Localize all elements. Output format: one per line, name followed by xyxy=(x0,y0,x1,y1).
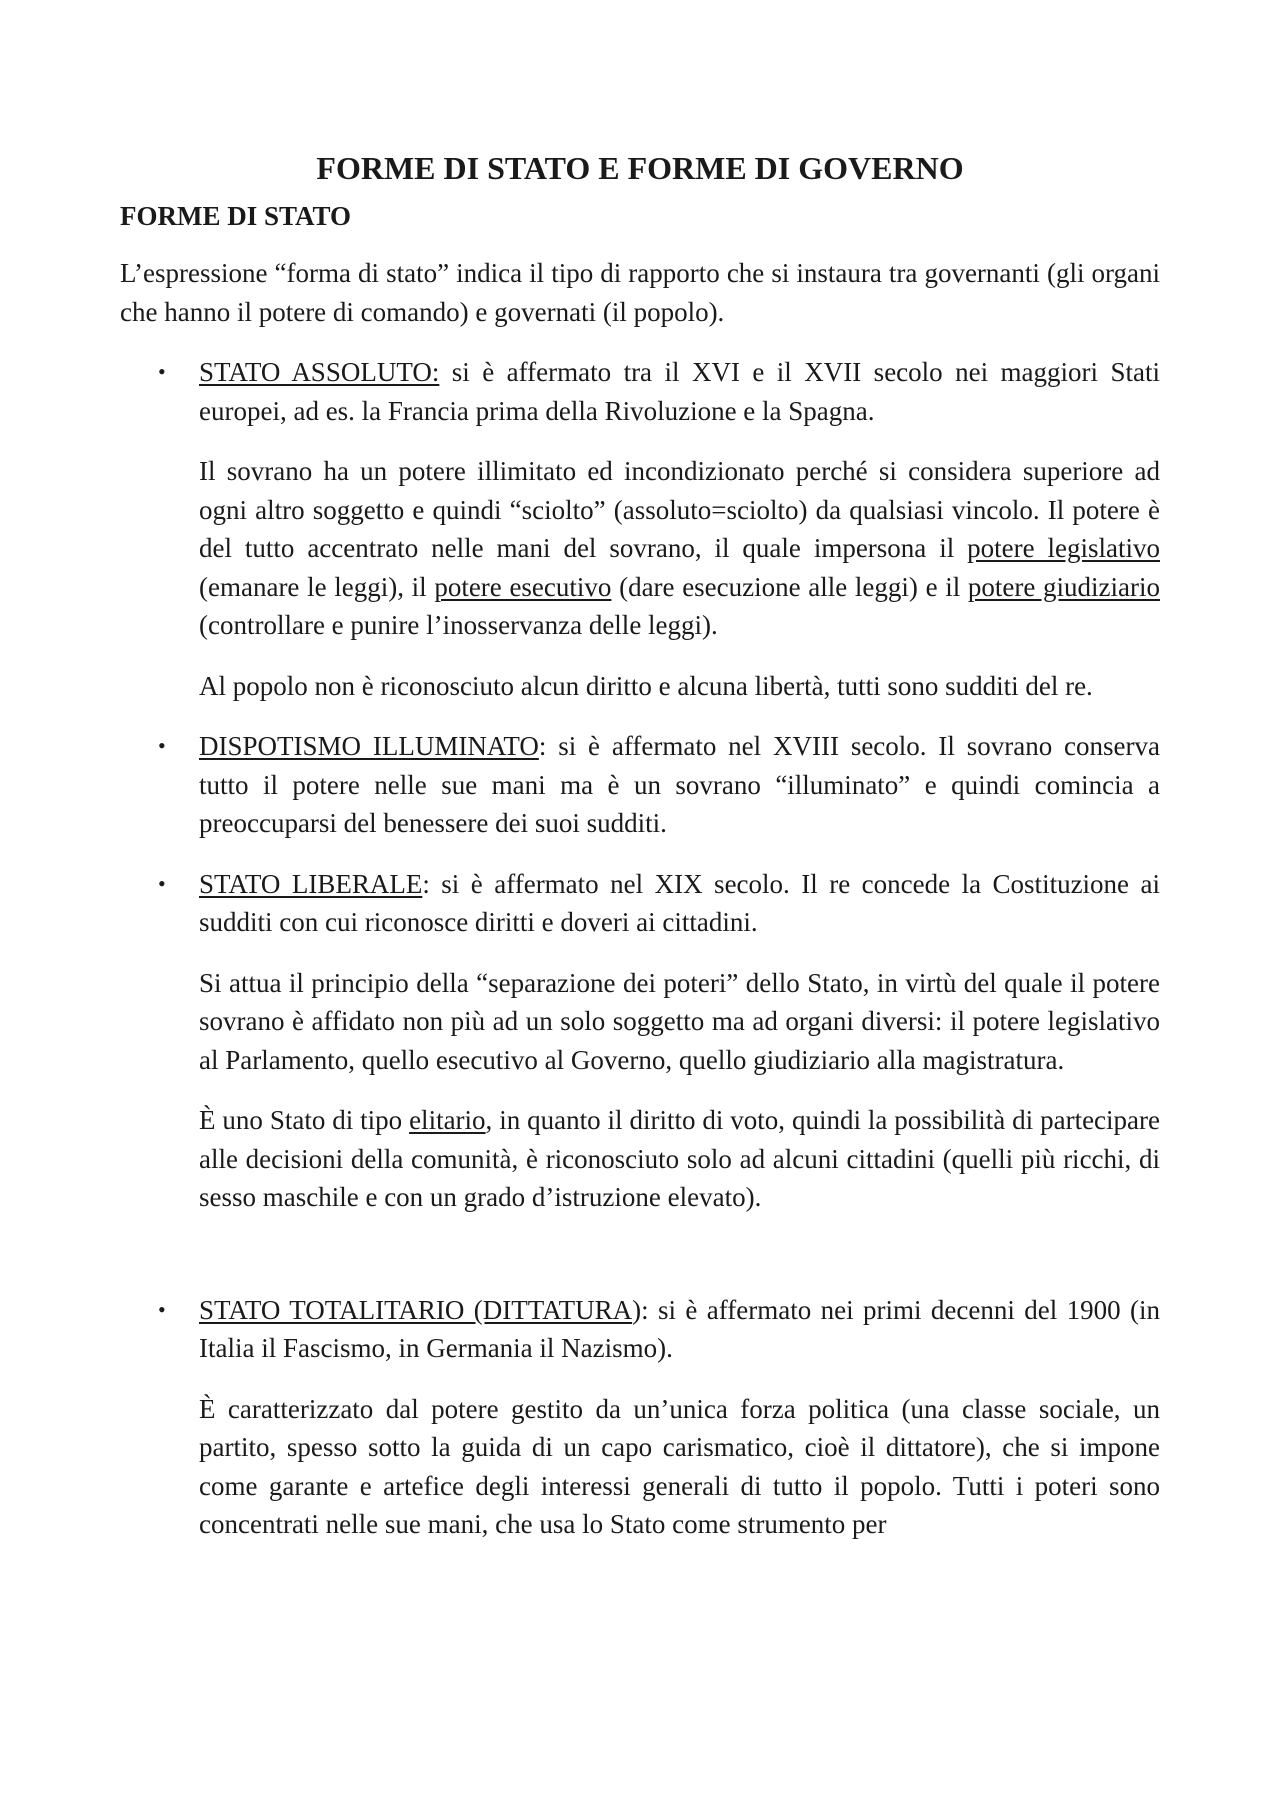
list-item-stato-liberale xyxy=(120,865,1160,1217)
list-item-stato-totalitario xyxy=(120,1291,1160,1544)
list-item-stato-assoluto xyxy=(120,353,1160,705)
item-body-paragraph: Si attua il principio della “separazione dei poteri” dello Stato, in virtù del quale il potere sovrano è affidato non più ad un solo soggetto ma ad organi diversi: il potere legislativo al Parlamento, quello esecutivo al Governo, quello giudiziario alla magistratura. xyxy=(199,967,1160,1075)
text-run: È uno Stato di tipo xyxy=(199,1105,410,1135)
spacer xyxy=(120,1239,1160,1291)
underlined-term: potere esecutivo xyxy=(434,571,612,602)
list-item-dispotismo-illuminato xyxy=(120,727,1160,843)
underlined-term: potere giudiziario xyxy=(967,571,1160,602)
item-lead-paragraph xyxy=(199,353,1160,430)
item-body-paragraph: Al popolo non è riconosciuto alcun diritto e alcuna libertà, tutti sono sudditi del re. xyxy=(199,670,1093,701)
bullet-icon: • xyxy=(158,733,166,758)
item-lead-paragraph xyxy=(199,727,1160,843)
bullet-icon: • xyxy=(158,1296,166,1322)
item-term: DISPOTISMO ILLUMINATO xyxy=(199,731,539,761)
item-lead-text: si è affermato tra il XVI e il XVII secolo nei maggiori Stati europei, ad es. la Francia prima della Rivoluzione e la Spagna. xyxy=(199,357,1160,426)
item-term: STATO TOTALITARIO (DITTATURA xyxy=(199,1294,633,1325)
item-term: STATO LIBERALE xyxy=(199,868,423,899)
item-lead-paragraph xyxy=(199,865,1160,942)
document-page xyxy=(120,148,1160,1566)
item-lead-text: : si è affermato nel XVIII secolo. Il sovrano conserva tutto il potere nelle sue mani ma è un sovrano “illuminato” e quindi comincia a preoccuparsi del benessere dei suoi sudditi. xyxy=(199,731,1160,838)
item-body-paragraph: È caratterizzato dal potere gestito da un’unica forza politica (una classe sociale, un partito, spesso sotto la guida di un capo carismatico, cioè il dittatore), che si impone come garante e artefice degli interessi generali di tutto il popolo. Tutti i poteri sono concentrati nelle sue mani, che usa lo Stato come strumento per xyxy=(199,1393,1160,1539)
underlined-term: elitario xyxy=(409,1105,486,1135)
text-run: (controllare e punire l’inosservanza delle leggi). xyxy=(199,610,718,640)
intro-paragraph: L’espressione “forma di stato” indica il tipo di rapporto che si instaura tra governanti (gli organi che hanno il potere di comando) e governati (il popolo). xyxy=(120,258,1160,327)
document-title: FORME DI STATO E FORME DI GOVERNO xyxy=(316,150,964,186)
item-body-paragraph xyxy=(199,1101,1160,1217)
bullet-icon: • xyxy=(158,870,166,896)
text-run: (dare esecuzione alle leggi) e il xyxy=(611,571,968,602)
text-run: Il sovrano ha un potere illimitato ed incondizionato perché si considera superiore ad ogni altro soggetto e quindi “sciolto” (assoluto=sciolto) da qualsiasi vincolo. Il potere è del tutto accentrato nelle mani del sovrano, il quale impersona il xyxy=(199,456,1160,563)
item-lead-text: : si è affermato nel XIX secolo. Il re concede la Costituzione ai sudditi con cui riconosce diritti e doveri ai cittadini. xyxy=(199,868,1160,937)
underlined-term: potere legislativo xyxy=(967,533,1160,563)
section-title: FORME DI STATO xyxy=(120,201,352,231)
item-body-paragraph xyxy=(199,452,1160,645)
item-term: STATO ASSOLUTO: xyxy=(199,357,440,387)
text-run: , in quanto il diritto di voto, quindi la possibilità di partecipare alle decisioni della comunità, è riconosciuto solo ad alcuni cittadini (quelli più ricchi, di sesso maschile e con un grado d’istruzione elevato). xyxy=(199,1105,1161,1212)
text-run: (emanare le leggi), il xyxy=(199,571,435,602)
bullet-icon: • xyxy=(158,359,166,384)
item-lead-paragraph xyxy=(199,1291,1160,1368)
item-lead-text: ): si è affermato nei primi decenni del 1900 (in Italia il Fascismo, in Germania il Nazismo). xyxy=(199,1294,1160,1363)
